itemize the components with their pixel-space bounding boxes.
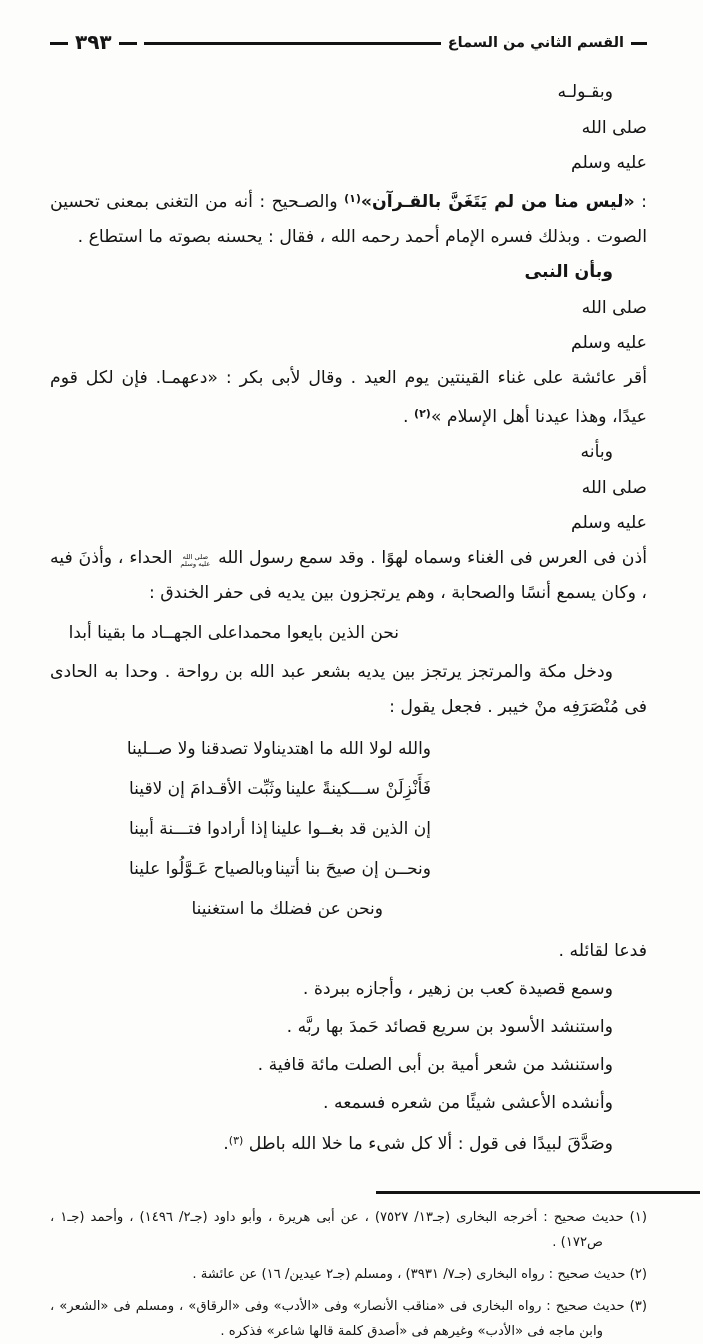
hemistich-first: إن الذين قد بغــوا علينا — [271, 819, 431, 839]
poem-block — [50, 729, 647, 929]
footnote-ref-3: (٣) — [228, 1134, 244, 1147]
paragraph-4: ودخل مكة والمرتجز يرتجز بين يديه بشعر عبد الله بن رواحة . وحدا به الحادى فى مُنْصَرَفِه منْ خيبر . فجعل يقول : — [50, 662, 647, 717]
hemistich-second: وبالصياح عَـوَّلُوا علينا — [129, 859, 273, 879]
para3-rest: الحداء ، وأذنَ فيه ، وكان يسمع أنسًا والصحابة ، وهم يرتجزون بين يديه فى حفر الخندق : — [50, 548, 647, 603]
footnote-2: (٢) حديث صحيح : رواه البخارى (جـ٧/ ٣٩٣١) ، ومسلم (جـ٢ عيدين/ ١٦) عن عائشة . — [192, 1267, 647, 1282]
footnote-1: (١) حديث صحيح : أخرجه البخارى (جـ١٣/ ٧٥٢٧) ، عن أبى هريرة ، وأبو داود (جـ٢/ ١٤٩٦) ، وأحمد (جـ١ ، ص١٧٢) . — [50, 1210, 648, 1250]
header-dash-right — [631, 42, 647, 45]
page-header — [50, 30, 647, 57]
saw-honorific: صلى الله عليه وسلم — [180, 552, 211, 568]
hemistich-second: إذا أرادوا فتـــنة أبينا — [129, 819, 268, 839]
hemistich-second: وثَبِّت الأقـدامَ إن لاقينا — [129, 779, 283, 799]
page-number-dash-right — [119, 42, 137, 45]
paragraph-2 — [50, 255, 647, 290]
footnote-separator-rule — [376, 1191, 700, 1194]
page-number-dash-left — [50, 42, 68, 45]
closing-line: واستنشد الأسود بن سريع قصائد حَمدَ بها ربَّه . — [286, 1017, 613, 1037]
closing-final-tail: . — [223, 1134, 229, 1154]
hemistich-second: على الجهــاد ما بقينا أبدا — [68, 623, 238, 643]
poem-couplet — [129, 809, 431, 849]
section-title: القسم الثاني من السماع — [447, 34, 624, 51]
hemistich-first: نحن الذين بايعوا محمدا — [237, 623, 399, 643]
para3-mid: أذن فى العرس فى الغناء وسماه لهوًا . وقد سمع رسول الله — [212, 548, 647, 568]
hemistich-second: ولا تصدقنا ولا صــلينا — [126, 739, 272, 759]
hadith-quote-1: «ليس منا من لم يَتَغَنَّ بالقـرآن» — [360, 192, 635, 212]
para1-lead: وبقـولـه — [552, 82, 613, 102]
para2-rest: أقر عائشة على غناء القينتين يوم العيد . وقال لأبى بكر : «دعهمـا. فإن لكل قوم عيدًا، وهذا عيدنا أهل الإسلام » — [50, 368, 647, 427]
hemistich-first: فَأَنْزِلَنْ ســـكينةً علينا — [285, 779, 431, 799]
closing-line: وسمع قصيدة كعب بن زهير ، وأجازه ببردة . — [302, 979, 613, 999]
footnote-ref-2: (٢) — [414, 407, 431, 420]
poem-couplet — [129, 769, 431, 809]
para2-lead: وبأن النبى — [518, 262, 613, 282]
hemistich-first: والله لولا الله ما اهتدينا — [271, 739, 431, 759]
para1-separator: : — [634, 192, 647, 212]
para2-tail: . — [403, 407, 415, 427]
header-rule — [144, 42, 441, 45]
paragraph-1 — [50, 75, 647, 110]
closing-line: واستنشد من شعر أمية بن أبى الصلت مائة قافية . — [257, 1055, 613, 1075]
footnote-3: (٣) حديث صحيح : رواه البخارى فى «مناقب الأنصار» وفى «الأدب» وفى «الرقاق» ، ومسلم فى «الشعر» ، وابن ماجه فى «الأدب» وغيرهم فى «أصدق كلمة قالها شاعر» فذكره . — [50, 1299, 647, 1339]
footnotes-section — [50, 1205, 647, 1344]
para3-lead: وبأنه — [575, 442, 613, 462]
page-number: ٣٩٣ — [75, 30, 112, 54]
poem-closing-hemistich: ونحن عن فضلك ما استغنينا — [191, 899, 383, 919]
poem-couplet — [126, 729, 431, 769]
poem-couplet-intro — [68, 614, 399, 652]
para1-rest: والصـحيح : أنه من التغنى بمعنى تحسين الصوت . وبذلك فسره الإمام أحمد رحمه الله ، فقال : يحسنه بصوته ما استطاع . — [50, 192, 647, 247]
closing-line: فدعا لقائله . — [558, 941, 647, 961]
closing-lines — [50, 932, 647, 1163]
footnote-ref-1: (١) — [344, 192, 361, 205]
paragraph-3 — [50, 435, 647, 470]
poem-couplet — [129, 849, 431, 889]
closing-final-text: وصَدَّقَ لبيدًا فى قول : ألا كل شىء ما خلا الله باطل — [243, 1134, 613, 1154]
hemistich-first: ونحــن إن صيحَ بنا أتينا — [274, 859, 431, 879]
closing-line-final — [50, 1122, 647, 1163]
main-text: وبقـولـه صلى الله عليه وسلم : «ليس منا من لم يَتَغَنَّ بالقـرآن»$^{(١)}$ والصـحيح : أنه من التغنى بمعنى تحسين الصوت . وبذلك فسره الإمام أحمد رحمه الله ، فقال : يحسنه بصوته ما استطاع . وبأن النبى صلى الله عليه وسلم أقر عائشة على غناء القينتين يوم العيد . وقال لأبى بكر : «دعهمـا. فإن لكل قوم عيدًا، وهذا عيدنا أهل الإسلام »$^{(٢)}$ . وبأنه صلى الله عليه وسلم أذن فى العرس فى الغناء وسماه لهوًا . وقد سمع رسول الله صلى الله عليه وسلم الحداء ، وأذنَ فيه ، وكان يسمع أنسًا والصحابة ، وهم يرتجزون بين يديه فى حفر الخندق : نحن الذين بايعوا محمدا على الجهــاد ما بقينا أبدا ودخل مكة والمرتجز يرتجز بين يديه بشعر عبد الله بن رواحة . وحدا به الحادى فى مُنْصَرَفِه منْ خيبر . فجعل يقول : والله لولا الله ما اهتدينا ولا تصدقنا ولا صــلينا فَأَنْزِلَنْ ســـكينةً علينا وثَبِّت الأقـدامَ إن لاقينا إن الذين قد بغــوا علينا إذا أرادوا فتـــنة أبينا ونحــن إن صيحَ بنا أتينا وبالصياح عَـوَّلُوا علينا ونحن عن فضلك ما استغنينا فدعا لقائله . وسمع قصيدة كعب بن زهير ، وأجازه ببردة . واستنشد الأسود بن سريع قصائد حَمدَ بها ربَّه . واستنشد من شعر أمية بن أبى الصلت مائة قافية . وأنشده الأعشى شيئًا من شعره فسمعه . وصَدَّقَ لبيدًا فى قول : ألا كل شىء ما خلا الله باطل $^{(٣)}$. — [50, 75, 647, 1163]
closing-line: وأنشده الأعشى شيئًا من شعره فسمعه . — [322, 1093, 613, 1113]
